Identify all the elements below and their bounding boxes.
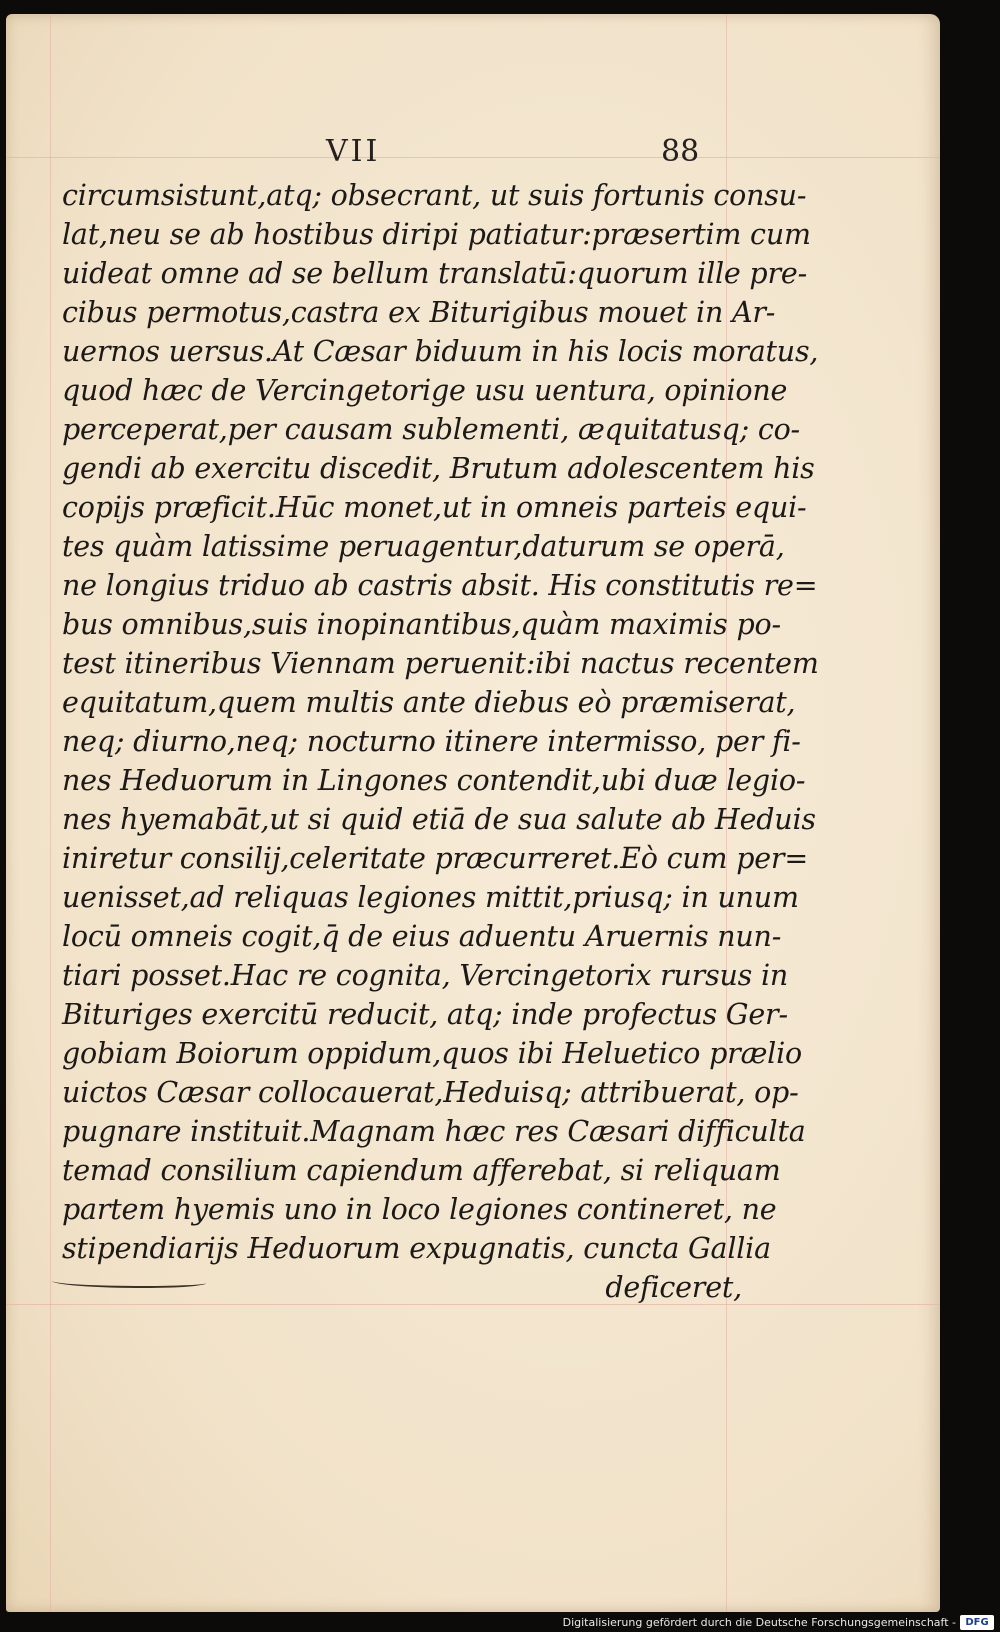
text-line: tes quàm latissime peruagentur,daturum se operā, (62, 530, 785, 563)
dfg-logo: DFG (960, 1615, 994, 1630)
text-line: iniretur consilij,celeritate præcurreret.Eò cum per= (62, 842, 809, 875)
text-line: gobiam Boiorum oppidum,quos ibi Heluetico prælio (62, 1037, 802, 1070)
text-line: temad consilium capiendum afferebat, si reliquam (62, 1154, 781, 1187)
text-line: pugnare instituit.Magnam hæc res Cæsari difficulta (62, 1115, 806, 1148)
text-line: test itineribus Viennam peruenit:ibi nactus recentem (62, 647, 819, 680)
text-line: deficeret, (605, 1271, 742, 1304)
text-line: copijs præficit.Hūc monet,ut in omneis parteis equi- (62, 491, 807, 524)
text-line: uenisset,ad reliquas legiones mittit,priusq; in unum (62, 881, 799, 914)
text-line: uictos Cæsar collocauerat,Heduisq; attribuerat, op- (62, 1076, 799, 1109)
body-text (62, 176, 819, 1307)
text-line: locū omneis cogit,q̄ de eius aduentu Aruernis nun- (62, 920, 782, 953)
text-line: quod hæc de Vercingetorige usu uentura, opinione (62, 374, 788, 407)
text-line: neq; diurno,neq; nocturno itinere intermisso, per fi- (62, 725, 801, 758)
text-line: partem hyemis uno in loco legiones contineret, ne (62, 1193, 777, 1226)
footer-credit: Digitalisierung gefördert durch die Deutsche Forschungsgemeinschaft - (562, 1616, 956, 1629)
text-line: equitatum,quem multis ante diebus eò præmiserat, (62, 686, 796, 719)
digitization-footer (0, 1614, 1000, 1632)
text-line: stipendiarijs Heduorum expugnatis, cuncta Gallia (62, 1232, 771, 1265)
text-line: nes hyemabāt,ut si quid etiā de sua salute ab Heduis (62, 803, 816, 836)
book-page (6, 14, 940, 1612)
text-line: uideat omne ad se bellum translatū:quorum ille pre- (62, 257, 807, 290)
page-number: 88 (661, 134, 700, 169)
ruled-margin (50, 14, 51, 1612)
text-line: circumsistunt,atq; obsecrant, ut suis fortunis consu- (62, 179, 807, 212)
section-number: VII (326, 134, 381, 169)
text-line: cibus permotus,castra ex Biturigibus mouet in Ar- (62, 296, 776, 329)
text-line: nes Heduorum in Lingones contendit,ubi duæ legio- (62, 764, 806, 797)
text-line: Bituriges exercitū reducit, atq; inde profectus Ger- (62, 998, 788, 1031)
text-line: tiari posset.Hac re cognita, Vercingetorix rursus in (62, 959, 789, 992)
text-line: perceperat,per causam sublementi, æquitatusq; co- (62, 413, 800, 446)
text-line: ne longius triduo ab castris absit. His constitutis re= (62, 569, 818, 602)
text-line: uernos uersus.At Cæsar biduum in his locis moratus, (62, 335, 819, 368)
text-line: lat,neu se ab hostibus diripi patiatur:præsertim cum (62, 218, 811, 251)
text-line: gendi ab exercitu discedit, Brutum adolescentem his (62, 452, 815, 485)
running-header (6, 134, 940, 174)
text-line: bus omnibus,suis inopinantibus,quàm maximis po- (62, 608, 781, 641)
